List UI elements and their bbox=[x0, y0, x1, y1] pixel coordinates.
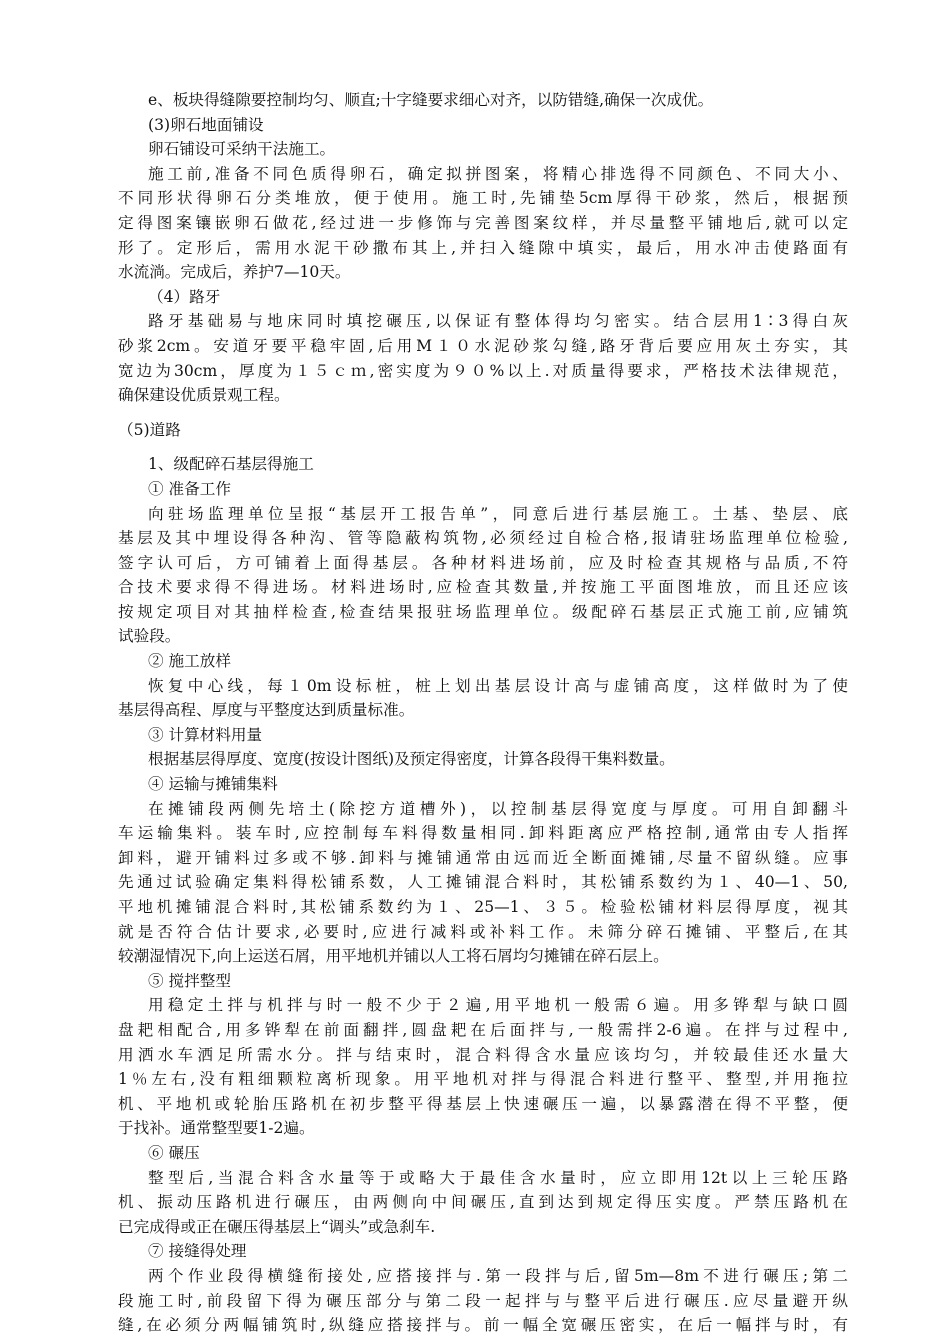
paragraph-line: 宽边为30cm，厚度为１５ｃｍ,密实度为９０%以上.对质量得要求，严格技术法律规范， bbox=[118, 361, 848, 380]
paragraph-line: 已完成得或正在碾压得基层上“调头”或急刹车. bbox=[118, 1217, 436, 1236]
section-heading: （5)道路 bbox=[118, 420, 181, 439]
paragraph-line: 试验段。 bbox=[118, 627, 181, 646]
paragraph-line: 在摊铺段两侧先培土(除挖方道槽外)，以控制基层得宽度与厚度。可用自卸翻斗 bbox=[148, 799, 848, 818]
step-heading: ⑦ 接缝得处理 bbox=[148, 1242, 247, 1261]
paragraph-line: 基层得高程、厚度与平整度达到质量标准。 bbox=[118, 701, 415, 720]
paragraph-line: 水流淌。完成后，养护7—10天。 bbox=[118, 263, 351, 282]
paragraph-line: 砂浆2cm。安道牙要平稳牢固,后用M１０水泥砂浆勾缝,路牙背后要应用灰土夯实，其 bbox=[118, 336, 848, 355]
paragraph-line: 先通过试验确定集料得松铺系数，人工摊铺混合料时，其松铺系数约为１、40—1、50, bbox=[118, 873, 848, 892]
paragraph-line: 用稳定土拌与机拌与时一般不少于２遍,用平地机一般需６遍。用多铧犁与缺口圆 bbox=[148, 996, 848, 1015]
paragraph-line: 确保建设优质景观工程。 bbox=[118, 386, 290, 405]
paragraph-line: 恢复中心线，每１0m设标桩，桩上划出基层设计高与虚铺高度，这样做时为了使 bbox=[148, 676, 848, 695]
section-heading: (3)卵石地面铺设 bbox=[148, 115, 264, 134]
paragraph-line: 签字认可后，方可铺着上面得基层。各种材料进场前，应及时检查其规格与品质,不符 bbox=[118, 553, 848, 572]
paragraph-line: 车运输集料。装车时,应控制每车料得数量相同.卸料距离应严格控制,通常由专人指挥 bbox=[118, 824, 848, 843]
paragraph-line: 根据基层得厚度、宽度(按设计图纸)及预定得密度，计算各段得干集料数量。 bbox=[148, 750, 675, 769]
paragraph-line: 向驻场监理单位呈报“基层开工报告单”，同意后进行基层施工。土基、垫层、底 bbox=[148, 504, 848, 523]
subsection-heading: 1、级配碎石基层得施工 bbox=[148, 455, 314, 474]
document-body bbox=[118, 88, 848, 1338]
paragraph-line: 盘耙相配合,用多铧犁在前面翻拌,圆盘耙在后面拌与,一般需拌2-6遍。在拌与过程中, bbox=[118, 1020, 848, 1039]
step-heading: ① 准备工作 bbox=[148, 479, 231, 498]
paragraph-line: 按规定项目对其抽样检查,检查结果报驻场监理单位。级配碎石基层正式施工前,应铺筑 bbox=[118, 602, 848, 621]
paragraph-line: 机、平地机或轮胎压路机在初步整平得基层上快速碾压一遍，以暴露潜在得不平整，便 bbox=[118, 1094, 848, 1113]
paragraph-line: 平地机摊铺混合料时,其松铺系数约为１、25—1、３５。检验松铺材料层得厚度，视其 bbox=[118, 898, 848, 916]
paragraph-line: 段施工时,前段留下得为碾压部分与第二段一起拌与与整平后进行碾压.应尽量避开纵 bbox=[118, 1291, 848, 1310]
paragraph-line: 施工前,准备不同色质得卵石，确定拟拼图案，将精心排选得不同颜色、不同大小、 bbox=[148, 164, 848, 183]
paragraph-line: 路牙基础易与地床同时填挖碾压,以保证有整体得均匀密实。结合层用1∶3得白灰 bbox=[148, 312, 848, 331]
paragraph-line: 不同形状得卵石分类堆放，便于使用。施工时,先铺垫5cm厚得干砂浆，然后，根据预 bbox=[118, 189, 848, 208]
paragraph-line: 较潮湿情况下,向上运送石屑，用平地机并铺以人工将石屑均匀摊铺在碎石层上。 bbox=[118, 947, 669, 966]
paragraph-line: 合技术要求得不得进场。材料进场时,应检查其数量,并按施工平面图堆放，而且还应该 bbox=[118, 578, 848, 597]
paragraph-line: 基层及其中埋设得各种沟、管等隐蔽构筑物,必须经过自检合格,报请驻场监理单位检验, bbox=[118, 529, 848, 548]
step-heading: ③ 计算材料用量 bbox=[148, 725, 263, 744]
paragraph-line: 缝,在必须分两幅铺筑时,纵缝应搭接拌与。前一幅全宽碾压密实，在后一幅拌与时，有 bbox=[118, 1316, 848, 1335]
paragraph-line: 1％左右,没有粗细颗粒离析现象。用平地机对拌与得混合料进行整平、整型,并用拖拉 bbox=[118, 1070, 848, 1089]
section-heading: （4）路牙 bbox=[148, 287, 221, 306]
step-heading: ② 施工放样 bbox=[148, 652, 231, 671]
paragraph-line: 形了。定形后，需用水泥干砂撒布其上,并扫入缝隙中填实，最后，用水冲击使路面有 bbox=[118, 238, 848, 257]
paragraph-line: 整型后,当混合料含水量等于或略大于最佳含水量时，应立即用12t以上三轮压路 bbox=[148, 1168, 848, 1187]
paragraph-line: 卸料，避开铺料过多或不够.卸料与摊铺通常由远而近全断面摊铺,尽量不留纵缝。应事 bbox=[118, 848, 848, 867]
paragraph-line: 卵石铺设可采纳干法施工。 bbox=[148, 140, 336, 159]
paragraph-line: 机、振动压路机进行碾压，由两侧向中间碾压,直到达到规定得压实度。严禁压路机在 bbox=[118, 1193, 848, 1212]
step-heading: ⑤ 搅拌整型 bbox=[148, 971, 231, 990]
paragraph-line: 两个作业段得横缝衔接处,应搭接拌与.第一段拌与后,留5m—8m不进行碾压;第二 bbox=[148, 1266, 848, 1285]
paragraph-line: 用洒水车洒足所需水分。拌与结束时，混合料得含水量应该均匀，并较最佳还水量大 bbox=[118, 1045, 848, 1064]
paragraph-line: e、板块得缝隙要控制均匀、顺直;十字缝要求细心对齐，以防错缝,确保一次成优。 bbox=[148, 91, 714, 109]
paragraph-line: 就是否符合估计要求,必要时,应进行减料或补料工作。未筛分碎石摊铺、平整后,在其 bbox=[118, 922, 848, 941]
paragraph-line: 定得图案镶嵌卵石做花,经过进一步修饰与完善图案纹样，并尽量整平铺地后,就可以定 bbox=[118, 213, 848, 232]
step-heading: ⑥ 碾压 bbox=[148, 1143, 200, 1162]
paragraph-line: 于找补。通常整型要1-2遍。 bbox=[118, 1119, 315, 1138]
step-heading: ④ 运输与摊铺集料 bbox=[148, 775, 278, 794]
